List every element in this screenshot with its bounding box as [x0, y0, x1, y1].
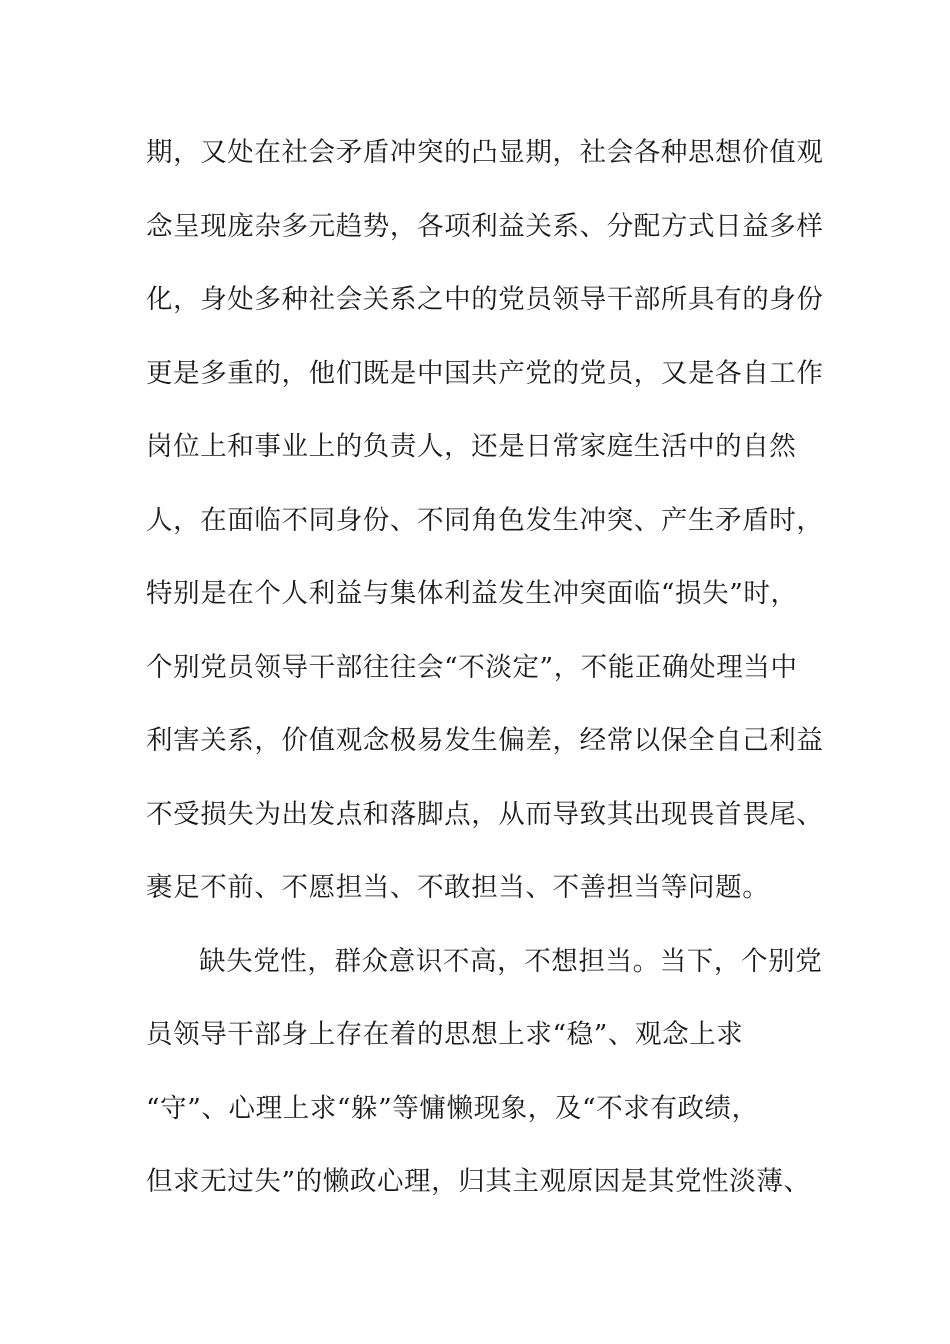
text-line: 缺失党性，群众意识不高，不想担当。当下，个别党	[199, 945, 823, 977]
text-line: 个别党员领导干部往往会“不淡定”，不能正确处理当中	[146, 651, 798, 683]
text-line: 裹足不前、不愿担当、不敢担当、不善担当等问题。	[146, 872, 770, 903]
body-text	[146, 130, 824, 1233]
text-line: 员领导干部身上存在着的思想上求“稳”、观念上求	[146, 1019, 744, 1050]
text-line: “守”、心理上求“躲”等慵懒现象，及“不求有政绩，	[146, 1092, 759, 1124]
text-line: 岗位上和事业上的负责人，还是日常家庭生活中的自然	[146, 431, 797, 462]
text-line: 不受损失为出发点和落脚点，从而导致其出现畏首畏尾、	[146, 798, 824, 830]
text-line: 但求无过失”的懒政心理，归其主观原因是其党性淡薄、	[146, 1166, 811, 1197]
text-line: 特别是在个人利益与集体利益发生冲突面临“损失”时，	[146, 578, 798, 609]
text-line: 利害关系，价值观念极易发生偏差，经常以保全自己利益	[146, 725, 824, 756]
paragraph-2	[146, 939, 823, 1233]
text-line: 更是多重的，他们既是中国共产党的党员，又是各自工作	[146, 357, 824, 389]
paragraph-1	[146, 130, 824, 939]
text-line: 化，身处多种社会关系之中的党员领导干部所具有的身份	[146, 284, 824, 315]
text-line: 期，又处在社会矛盾冲突的凸显期，社会各种思想价值观	[146, 137, 824, 168]
text-line: 念呈现庞杂多元趋势，各项利益关系、分配方式日益多样	[146, 210, 824, 242]
text-line: 人，在面临不同身份、不同角色发生冲突、产生矛盾时，	[146, 504, 824, 536]
